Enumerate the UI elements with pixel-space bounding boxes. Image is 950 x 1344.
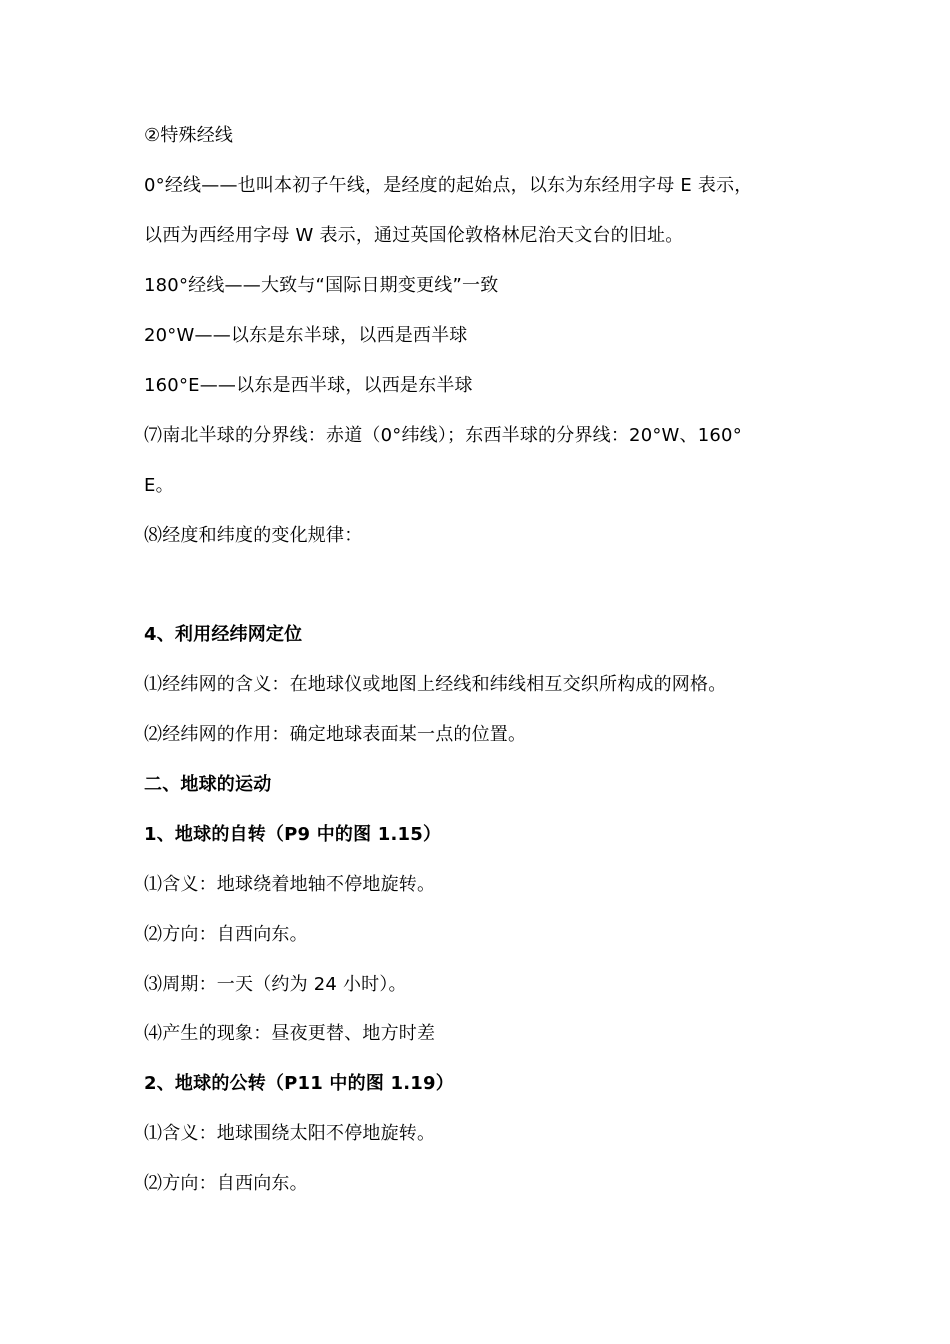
subheading-special-meridians: ②特殊经线 xyxy=(144,125,234,146)
heading-grid-positioning: 4、利用经纬网定位 xyxy=(144,624,303,645)
paragraph-prime-meridian-cont: 以西为西经用字母 W 表示，通过英国伦敦格林尼治天文台的旧址。 xyxy=(144,225,684,246)
paragraph-revolution-direction: ⑵方向：自西向东。 xyxy=(144,1173,308,1194)
paragraph-20w: 20°W——以东是东半球，以西是西半球 xyxy=(144,325,468,346)
heading-earth-revolution: 2、地球的公转（P11 中的图 1.19） xyxy=(144,1073,454,1094)
paragraph-rotation-phenomena: ⑷产生的现象：昼夜更替、地方时差 xyxy=(144,1023,436,1044)
paragraph-grid-function: ⑵经纬网的作用：确定地球表面某一点的位置。 xyxy=(144,724,527,745)
paragraph-180-meridian: 180°经线——大致与“国际日期变更线”一致 xyxy=(144,275,499,296)
paragraph-revolution-meaning: ⑴含义：地球围绕太阳不停地旋转。 xyxy=(144,1123,436,1144)
paragraph-lat-long-rules: ⑻经度和纬度的变化规律： xyxy=(144,525,363,546)
paragraph-160e: 160°E——以东是西半球，以西是东半球 xyxy=(144,375,473,396)
paragraph-rotation-meaning: ⑴含义：地球绕着地轴不停地旋转。 xyxy=(144,874,436,895)
paragraph-hemisphere-boundaries: ⑺南北半球的分界线：赤道（0°纬线）；东西半球的分界线：20°W、160° xyxy=(144,425,742,446)
paragraph-prime-meridian: 0°经线——也叫本初子午线，是经度的起始点，以东为东经用字母 E 表示， xyxy=(144,175,753,196)
paragraph-grid-meaning: ⑴经纬网的含义：在地球仪或地图上经线和纬线相互交织所构成的网格。 xyxy=(144,674,727,695)
paragraph-rotation-direction: ⑵方向：自西向东。 xyxy=(144,924,308,945)
paragraph-hemisphere-boundaries-cont: E。 xyxy=(144,475,174,496)
heading-earth-motion: 二、地球的运动 xyxy=(144,774,272,795)
heading-earth-rotation: 1、地球的自转（P9 中的图 1.15） xyxy=(144,824,442,845)
paragraph-rotation-period: ⑶周期：一天（约为 24 小时）。 xyxy=(144,974,407,995)
